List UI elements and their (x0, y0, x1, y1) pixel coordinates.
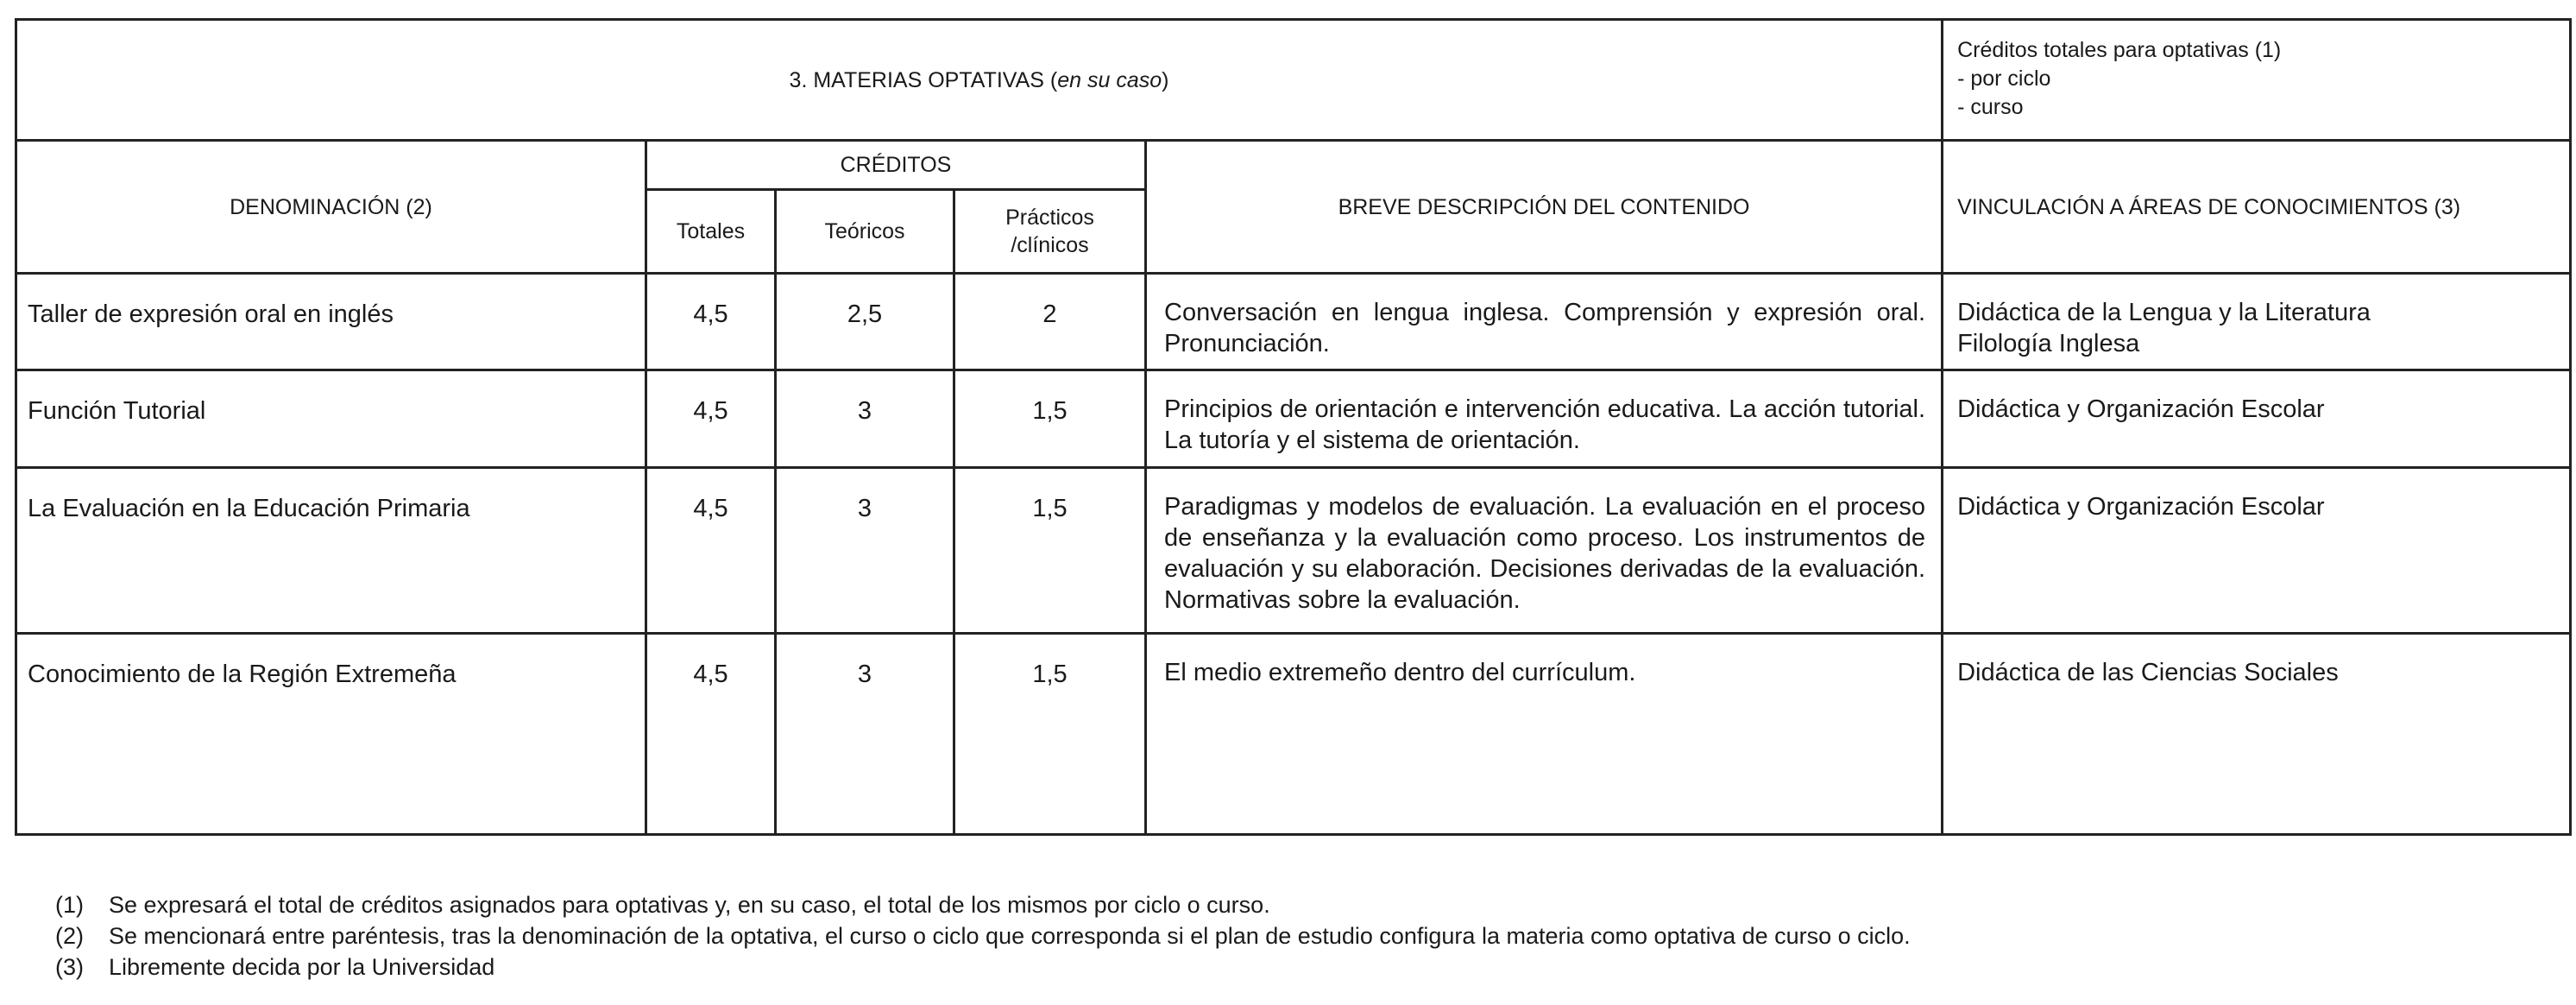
credits-teoricos: 2,5 (776, 274, 954, 370)
table-row (16, 634, 2571, 835)
footnotes (55, 889, 1911, 983)
total-credits-per-cycle: - por ciclo (1957, 66, 2051, 91)
credits-practicos: 2 (954, 274, 1146, 370)
credits-totales: 4,5 (646, 370, 776, 468)
descripcion-header: BREVE DESCRIPCIÓN DEL CONTENIDO (1146, 141, 1943, 274)
credits-teoricos: 3 (776, 634, 954, 835)
credits-totales: 4,5 (646, 274, 776, 370)
knowledge-area: Didáctica de la Lengua y la Literatura (1957, 299, 2371, 326)
table-title (16, 20, 1943, 141)
subject-description: Principios de orientación e intervención educativa. La acción tutorial. La tutoría y el sistema de orientación. (1146, 370, 1943, 468)
total-credits-label: Créditos totales para optativas (1) (1957, 38, 2282, 62)
knowledge-areas (1943, 468, 2571, 634)
title-prefix: 3. MATERIAS OPTATIVAS ( (789, 67, 1058, 92)
knowledge-area: Filología Inglesa (1957, 330, 2140, 357)
subject-name: Conocimiento de la Región Extremeña (16, 634, 646, 835)
subject-name: La Evaluación en la Educación Primaria (16, 468, 646, 634)
footnote-number: (1) (55, 892, 84, 918)
footnote (55, 951, 1911, 983)
knowledge-areas (1943, 274, 2571, 370)
subject-description: Conversación en lengua inglesa. Comprensión y expresión oral. Pronunciación. (1146, 274, 1943, 370)
footnote-text: Se expresará el total de créditos asignados para optativas y, en su caso, el total de los mismos por ciclo o curso. (109, 892, 1270, 918)
footnote-text: Se mencionará entre paréntesis, tras la denominación de la optativa, el curso o ciclo que corresponda si el plan de estudio configura la materia como optativa de curso o ciclo. (109, 923, 1911, 949)
subject-description: El medio extremeño dentro del currículum. (1146, 634, 1943, 835)
footnote (55, 920, 1911, 951)
title-suffix: ) (1162, 67, 1169, 92)
credits-practicos: 1,5 (954, 634, 1146, 835)
practicos-header-line2: /clínicos (1011, 233, 1089, 257)
table-row (16, 274, 2571, 370)
title-italic: en su caso (1057, 67, 1162, 92)
column-header-row (16, 141, 2571, 190)
subject-name: Función Tutorial (16, 370, 646, 468)
footnote-text: Libremente decida por la Universidad (109, 954, 495, 980)
vinculacion-header: VINCULACIÓN A ÁREAS DE CONOCIMIENTOS (3) (1943, 141, 2571, 274)
practicos-header-line1: Prácticos (1005, 205, 1094, 230)
teoricos-header: Teóricos (776, 190, 954, 274)
practicos-header (954, 190, 1146, 274)
footnote-number: (2) (55, 923, 84, 949)
knowledge-area: Didáctica de las Ciencias Sociales (1957, 659, 2339, 686)
knowledge-area: Didáctica y Organización Escolar (1957, 493, 2325, 521)
table-row (16, 370, 2571, 468)
table-title-row (16, 20, 2571, 141)
creditos-header: CRÉDITOS (646, 141, 1146, 190)
footnote (55, 889, 1911, 920)
total-credits-per-course: - curso (1957, 95, 2024, 119)
totales-header: Totales (646, 190, 776, 274)
footnote-number: (3) (55, 954, 84, 980)
credits-practicos: 1,5 (954, 468, 1146, 634)
credits-practicos: 1,5 (954, 370, 1146, 468)
table-row (16, 468, 2571, 634)
denominacion-header: DENOMINACIÓN (2) (16, 141, 646, 274)
credits-totales: 4,5 (646, 634, 776, 835)
total-credits-header (1943, 20, 2571, 141)
optativas-table (15, 18, 2572, 836)
knowledge-areas (1943, 370, 2571, 468)
subject-description: Paradigmas y modelos de evaluación. La evaluación en el proceso de enseñanza y la evaluación como proceso. Los instrumentos de evaluación y su elaboración. Decisiones derivadas de la evaluación. Normativas sobre la evaluación. (1146, 468, 1943, 634)
credits-teoricos: 3 (776, 370, 954, 468)
credits-teoricos: 3 (776, 468, 954, 634)
credits-totales: 4,5 (646, 468, 776, 634)
knowledge-areas (1943, 634, 2571, 835)
subject-name: Taller de expresión oral en inglés (16, 274, 646, 370)
knowledge-area: Didáctica y Organización Escolar (1957, 395, 2325, 423)
